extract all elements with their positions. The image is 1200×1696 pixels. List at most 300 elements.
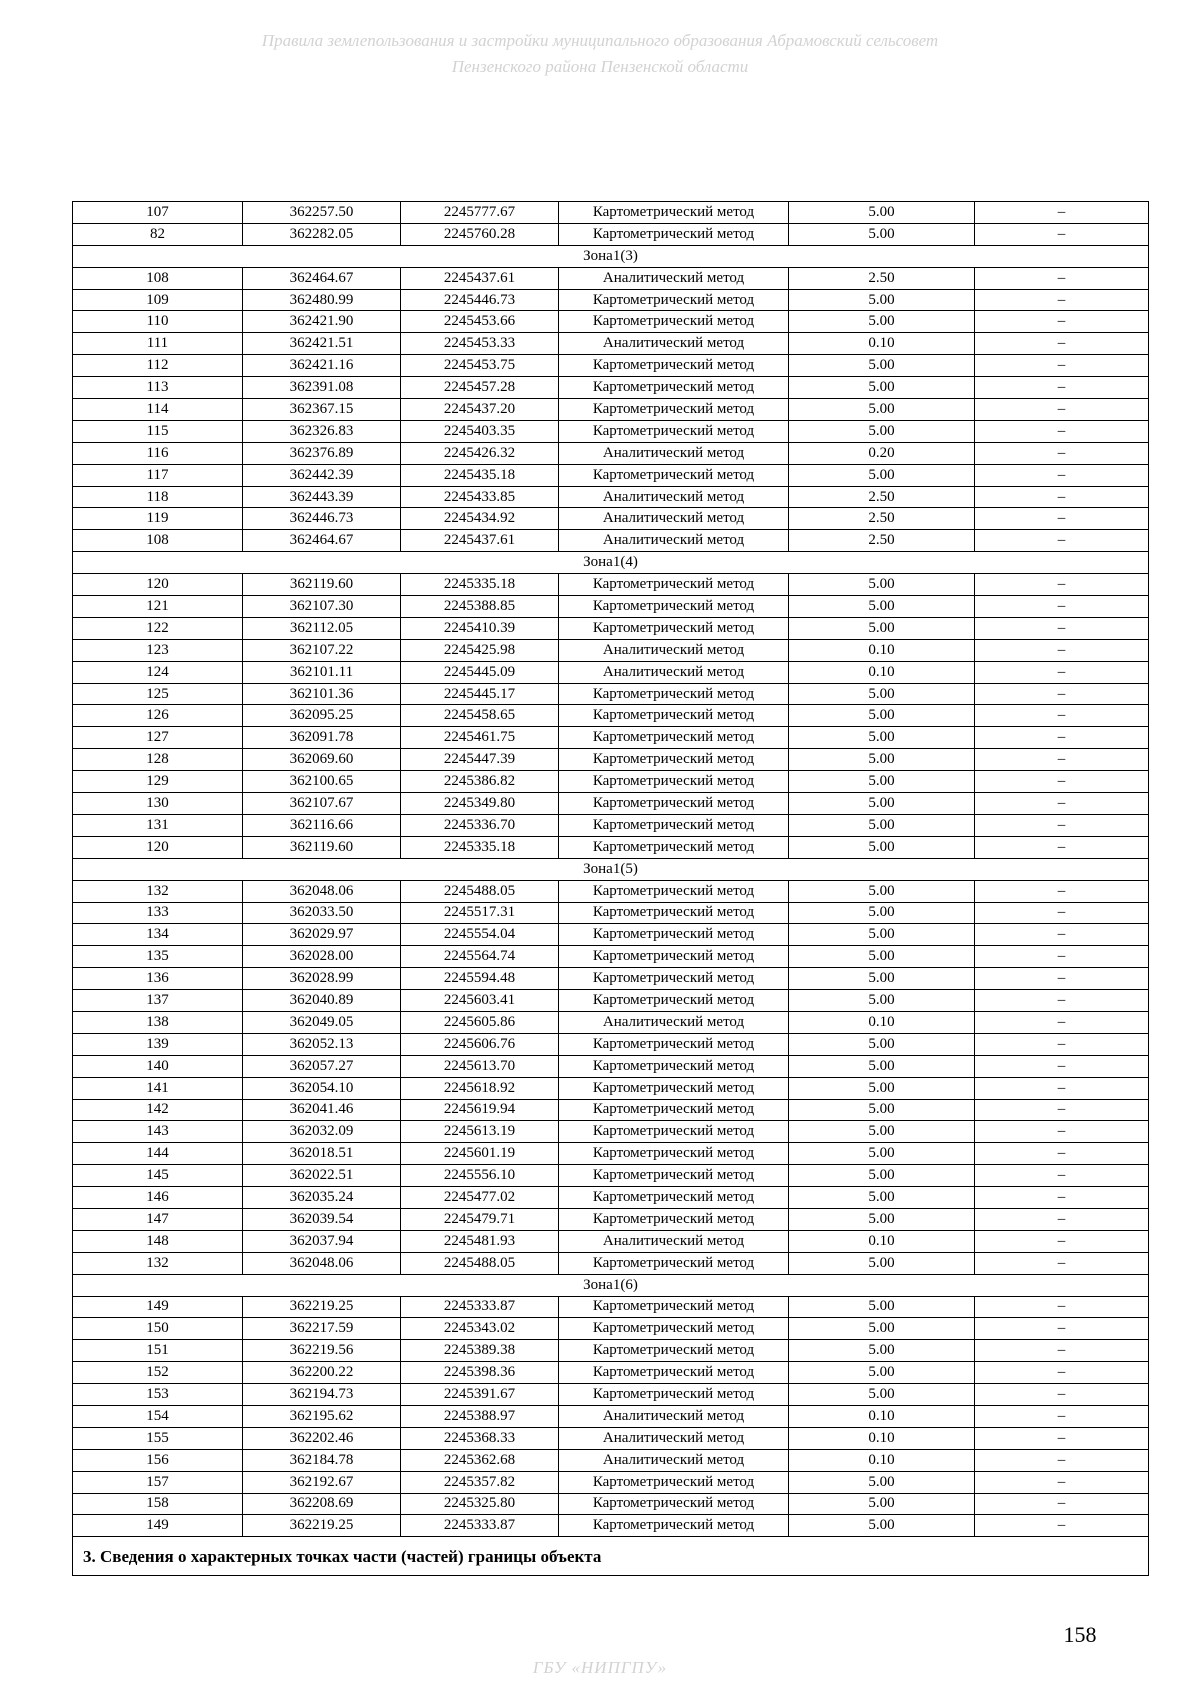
y-coordinate-cell: 2245333.87	[401, 1296, 559, 1318]
y-coordinate-cell: 2245388.85	[401, 596, 559, 618]
table-row	[73, 771, 1149, 793]
method-cell: Картометрический метод	[559, 814, 789, 836]
point-number-cell: 149	[73, 1296, 243, 1318]
method-cell: Картометрический метод	[559, 1340, 789, 1362]
accuracy-cell: 5.00	[789, 1471, 975, 1493]
accuracy-cell: 5.00	[789, 727, 975, 749]
description-cell: –	[975, 836, 1149, 858]
accuracy-cell: 0.10	[789, 1405, 975, 1427]
y-coordinate-cell: 2245398.36	[401, 1362, 559, 1384]
table-row	[73, 1187, 1149, 1209]
y-coordinate-cell: 2245349.80	[401, 793, 559, 815]
accuracy-cell: 5.00	[789, 1099, 975, 1121]
accuracy-cell: 5.00	[789, 1055, 975, 1077]
accuracy-cell: 0.10	[789, 1011, 975, 1033]
method-cell: Картометрический метод	[559, 311, 789, 333]
description-cell: –	[975, 1449, 1149, 1471]
x-coordinate-cell: 362022.51	[243, 1165, 401, 1187]
description-cell: –	[975, 661, 1149, 683]
accuracy-cell: 5.00	[789, 1340, 975, 1362]
table-row	[73, 442, 1149, 464]
table-row	[73, 1099, 1149, 1121]
y-coordinate-cell: 2245760.28	[401, 223, 559, 245]
point-number-cell: 135	[73, 946, 243, 968]
y-coordinate-cell: 2245556.10	[401, 1165, 559, 1187]
description-cell: –	[975, 990, 1149, 1012]
description-cell: –	[975, 442, 1149, 464]
table-row	[73, 267, 1149, 289]
point-number-cell: 115	[73, 420, 243, 442]
table-row	[73, 1449, 1149, 1471]
table-row	[73, 1208, 1149, 1230]
method-cell: Картометрический метод	[559, 705, 789, 727]
x-coordinate-cell: 362041.46	[243, 1099, 401, 1121]
x-coordinate-cell: 362367.15	[243, 399, 401, 421]
y-coordinate-cell: 2245618.92	[401, 1077, 559, 1099]
accuracy-cell: 5.00	[789, 771, 975, 793]
table-row	[73, 1318, 1149, 1340]
y-coordinate-cell: 2245479.71	[401, 1208, 559, 1230]
accuracy-cell: 5.00	[789, 1362, 975, 1384]
point-number-cell: 125	[73, 683, 243, 705]
point-number-cell: 143	[73, 1121, 243, 1143]
table-row	[73, 486, 1149, 508]
y-coordinate-cell: 2245434.92	[401, 508, 559, 530]
accuracy-cell: 2.50	[789, 486, 975, 508]
point-number-cell: 151	[73, 1340, 243, 1362]
method-cell: Картометрический метод	[559, 1384, 789, 1406]
method-cell: Аналитический метод	[559, 1011, 789, 1033]
description-cell: –	[975, 1077, 1149, 1099]
table-row	[73, 399, 1149, 421]
accuracy-cell: 0.10	[789, 639, 975, 661]
table-row	[73, 1405, 1149, 1427]
y-coordinate-cell: 2245325.80	[401, 1493, 559, 1515]
y-coordinate-cell: 2245335.18	[401, 574, 559, 596]
x-coordinate-cell: 362028.99	[243, 968, 401, 990]
table-row	[73, 596, 1149, 618]
x-coordinate-cell: 362107.22	[243, 639, 401, 661]
y-coordinate-cell: 2245425.98	[401, 639, 559, 661]
table-row	[73, 683, 1149, 705]
accuracy-cell: 5.00	[789, 793, 975, 815]
method-cell: Картометрический метод	[559, 1055, 789, 1077]
description-cell: –	[975, 1187, 1149, 1209]
x-coordinate-cell: 362039.54	[243, 1208, 401, 1230]
x-coordinate-cell: 362192.67	[243, 1471, 401, 1493]
zone-header-row	[73, 858, 1149, 880]
description-cell: –	[975, 1230, 1149, 1252]
y-coordinate-cell: 2245554.04	[401, 924, 559, 946]
point-number-cell: 141	[73, 1077, 243, 1099]
accuracy-cell: 5.00	[789, 990, 975, 1012]
y-coordinate-cell: 2245564.74	[401, 946, 559, 968]
description-cell: –	[975, 1121, 1149, 1143]
method-cell: Картометрический метод	[559, 683, 789, 705]
x-coordinate-cell: 362032.09	[243, 1121, 401, 1143]
method-cell: Аналитический метод	[559, 639, 789, 661]
description-cell: –	[975, 399, 1149, 421]
table-row	[73, 814, 1149, 836]
method-cell: Картометрический метод	[559, 202, 789, 224]
zone-label: Зона1(3)	[73, 245, 1149, 267]
table-row	[73, 1121, 1149, 1143]
y-coordinate-cell: 2245453.66	[401, 311, 559, 333]
accuracy-cell: 5.00	[789, 683, 975, 705]
y-coordinate-cell: 2245457.28	[401, 377, 559, 399]
table-row	[73, 508, 1149, 530]
accuracy-cell: 5.00	[789, 1121, 975, 1143]
table-row	[73, 1471, 1149, 1493]
section-3-heading: 3. Сведения о характерных точках части (частей) границы объекта	[73, 1537, 1149, 1576]
description-cell: –	[975, 683, 1149, 705]
table-row	[73, 1252, 1149, 1274]
method-cell: Картометрический метод	[559, 399, 789, 421]
table-row	[73, 661, 1149, 683]
description-cell: –	[975, 1296, 1149, 1318]
x-coordinate-cell: 362202.46	[243, 1427, 401, 1449]
method-cell: Картометрический метод	[559, 880, 789, 902]
y-coordinate-cell: 2245488.05	[401, 1252, 559, 1274]
table-row	[73, 924, 1149, 946]
description-cell: –	[975, 1208, 1149, 1230]
description-cell: –	[975, 1143, 1149, 1165]
accuracy-cell: 5.00	[789, 1143, 975, 1165]
y-coordinate-cell: 2245481.93	[401, 1230, 559, 1252]
x-coordinate-cell: 362219.56	[243, 1340, 401, 1362]
header-line-2: Пензенского района Пензенской области	[451, 57, 749, 76]
description-cell: –	[975, 639, 1149, 661]
method-cell: Картометрический метод	[559, 574, 789, 596]
x-coordinate-cell: 362116.66	[243, 814, 401, 836]
x-coordinate-cell: 362464.67	[243, 267, 401, 289]
accuracy-cell: 5.00	[789, 1208, 975, 1230]
table-row	[73, 574, 1149, 596]
description-cell: –	[975, 333, 1149, 355]
x-coordinate-cell: 362443.39	[243, 486, 401, 508]
x-coordinate-cell: 362421.90	[243, 311, 401, 333]
point-number-cell: 128	[73, 749, 243, 771]
accuracy-cell: 5.00	[789, 377, 975, 399]
point-number-cell: 110	[73, 311, 243, 333]
x-coordinate-cell: 362095.25	[243, 705, 401, 727]
method-cell: Картометрический метод	[559, 1208, 789, 1230]
table-row	[73, 1515, 1149, 1537]
method-cell: Аналитический метод	[559, 1427, 789, 1449]
point-number-cell: 120	[73, 574, 243, 596]
description-cell: –	[975, 289, 1149, 311]
description-cell: –	[975, 705, 1149, 727]
method-cell: Аналитический метод	[559, 530, 789, 552]
x-coordinate-cell: 362028.00	[243, 946, 401, 968]
point-number-cell: 108	[73, 267, 243, 289]
accuracy-cell: 0.10	[789, 1427, 975, 1449]
accuracy-cell: 5.00	[789, 1252, 975, 1274]
table-row	[73, 1055, 1149, 1077]
description-cell: –	[975, 223, 1149, 245]
point-number-cell: 145	[73, 1165, 243, 1187]
y-coordinate-cell: 2245403.35	[401, 420, 559, 442]
zone-header-row	[73, 552, 1149, 574]
point-number-cell: 116	[73, 442, 243, 464]
x-coordinate-cell: 362049.05	[243, 1011, 401, 1033]
description-cell: –	[975, 1165, 1149, 1187]
y-coordinate-cell: 2245388.97	[401, 1405, 559, 1427]
method-cell: Картометрический метод	[559, 1077, 789, 1099]
point-number-cell: 109	[73, 289, 243, 311]
description-cell: –	[975, 968, 1149, 990]
accuracy-cell: 5.00	[789, 749, 975, 771]
method-cell: Картометрический метод	[559, 793, 789, 815]
method-cell: Аналитический метод	[559, 442, 789, 464]
y-coordinate-cell: 2245458.65	[401, 705, 559, 727]
method-cell: Картометрический метод	[559, 1187, 789, 1209]
x-coordinate-cell: 362208.69	[243, 1493, 401, 1515]
accuracy-cell: 0.10	[789, 1230, 975, 1252]
zone-label: Зона1(6)	[73, 1274, 1149, 1296]
description-cell: –	[975, 1427, 1149, 1449]
accuracy-cell: 5.00	[789, 399, 975, 421]
description-cell: –	[975, 793, 1149, 815]
y-coordinate-cell: 2245488.05	[401, 880, 559, 902]
point-number-cell: 137	[73, 990, 243, 1012]
method-cell: Аналитический метод	[559, 486, 789, 508]
point-number-cell: 124	[73, 661, 243, 683]
y-coordinate-cell: 2245389.38	[401, 1340, 559, 1362]
x-coordinate-cell: 362107.30	[243, 596, 401, 618]
accuracy-cell: 5.00	[789, 202, 975, 224]
point-number-cell: 114	[73, 399, 243, 421]
description-cell: –	[975, 355, 1149, 377]
table-row	[73, 333, 1149, 355]
y-coordinate-cell: 2245461.75	[401, 727, 559, 749]
point-number-cell: 82	[73, 223, 243, 245]
description-cell: –	[975, 267, 1149, 289]
method-cell: Картометрический метод	[559, 1165, 789, 1187]
y-coordinate-cell: 2245435.18	[401, 464, 559, 486]
point-number-cell: 118	[73, 486, 243, 508]
accuracy-cell: 5.00	[789, 1493, 975, 1515]
table-row	[73, 990, 1149, 1012]
table-row	[73, 1340, 1149, 1362]
accuracy-cell: 5.00	[789, 880, 975, 902]
point-number-cell: 127	[73, 727, 243, 749]
description-cell: –	[975, 1362, 1149, 1384]
x-coordinate-cell: 362446.73	[243, 508, 401, 530]
x-coordinate-cell: 362195.62	[243, 1405, 401, 1427]
x-coordinate-cell: 362194.73	[243, 1384, 401, 1406]
y-coordinate-cell: 2245437.20	[401, 399, 559, 421]
method-cell: Картометрический метод	[559, 749, 789, 771]
method-cell: Картометрический метод	[559, 1033, 789, 1055]
method-cell: Картометрический метод	[559, 289, 789, 311]
y-coordinate-cell: 2245477.02	[401, 1187, 559, 1209]
table-row	[73, 902, 1149, 924]
description-cell: –	[975, 1405, 1149, 1427]
x-coordinate-cell: 362464.67	[243, 530, 401, 552]
description-cell: –	[975, 902, 1149, 924]
method-cell: Картометрический метод	[559, 1099, 789, 1121]
accuracy-cell: 5.00	[789, 574, 975, 596]
point-number-cell: 133	[73, 902, 243, 924]
y-coordinate-cell: 2245606.76	[401, 1033, 559, 1055]
points-table-body	[73, 202, 1149, 1537]
accuracy-cell: 5.00	[789, 946, 975, 968]
description-cell: –	[975, 1340, 1149, 1362]
y-coordinate-cell: 2245445.09	[401, 661, 559, 683]
accuracy-cell: 5.00	[789, 1318, 975, 1340]
x-coordinate-cell: 362219.25	[243, 1515, 401, 1537]
point-number-cell: 129	[73, 771, 243, 793]
table-row	[73, 289, 1149, 311]
y-coordinate-cell: 2245368.33	[401, 1427, 559, 1449]
table-row	[73, 705, 1149, 727]
table-row	[73, 836, 1149, 858]
accuracy-cell: 5.00	[789, 1296, 975, 1318]
table-row	[73, 1493, 1149, 1515]
description-cell: –	[975, 1493, 1149, 1515]
method-cell: Картометрический метод	[559, 617, 789, 639]
accuracy-cell: 5.00	[789, 902, 975, 924]
description-cell: –	[975, 1252, 1149, 1274]
point-number-cell: 120	[73, 836, 243, 858]
y-coordinate-cell: 2245453.75	[401, 355, 559, 377]
accuracy-cell: 0.10	[789, 661, 975, 683]
zone-header-row	[73, 1274, 1149, 1296]
table-row	[73, 1362, 1149, 1384]
page-footer: ГБУ «НИПГПУ»	[532, 1658, 668, 1677]
y-coordinate-cell: 2245447.39	[401, 749, 559, 771]
accuracy-cell: 5.00	[789, 355, 975, 377]
accuracy-cell: 5.00	[789, 223, 975, 245]
method-cell: Картометрический метод	[559, 946, 789, 968]
point-number-cell: 130	[73, 793, 243, 815]
y-coordinate-cell: 2245437.61	[401, 267, 559, 289]
accuracy-cell: 5.00	[789, 464, 975, 486]
point-number-cell: 107	[73, 202, 243, 224]
point-number-cell: 126	[73, 705, 243, 727]
method-cell: Картометрический метод	[559, 1121, 789, 1143]
table-row	[73, 1011, 1149, 1033]
accuracy-cell: 5.00	[789, 1515, 975, 1537]
table-row	[73, 1427, 1149, 1449]
description-cell: –	[975, 771, 1149, 793]
method-cell: Картометрический метод	[559, 377, 789, 399]
table-row	[73, 749, 1149, 771]
header-line-1: Правила землепользования и застройки муниципального образования Абрамовский сельсовет	[261, 31, 939, 50]
point-number-cell: 147	[73, 1208, 243, 1230]
accuracy-cell: 5.00	[789, 420, 975, 442]
accuracy-cell: 5.00	[789, 1077, 975, 1099]
point-number-cell: 117	[73, 464, 243, 486]
table-row	[73, 223, 1149, 245]
method-cell: Аналитический метод	[559, 333, 789, 355]
y-coordinate-cell: 2245446.73	[401, 289, 559, 311]
table-row	[73, 355, 1149, 377]
y-coordinate-cell: 2245433.85	[401, 486, 559, 508]
table-row	[73, 530, 1149, 552]
table-row	[73, 1077, 1149, 1099]
point-number-cell: 152	[73, 1362, 243, 1384]
point-number-cell: 136	[73, 968, 243, 990]
method-cell: Картометрический метод	[559, 1318, 789, 1340]
y-coordinate-cell: 2245362.68	[401, 1449, 559, 1471]
table-row	[73, 377, 1149, 399]
table-row	[73, 1143, 1149, 1165]
accuracy-cell: 5.00	[789, 1165, 975, 1187]
point-number-cell: 134	[73, 924, 243, 946]
y-coordinate-cell: 2245603.41	[401, 990, 559, 1012]
x-coordinate-cell: 362184.78	[243, 1449, 401, 1471]
y-coordinate-cell: 2245619.94	[401, 1099, 559, 1121]
point-number-cell: 132	[73, 880, 243, 902]
x-coordinate-cell: 362048.06	[243, 1252, 401, 1274]
y-coordinate-cell: 2245613.70	[401, 1055, 559, 1077]
table-row	[73, 202, 1149, 224]
x-coordinate-cell: 362442.39	[243, 464, 401, 486]
point-number-cell: 113	[73, 377, 243, 399]
method-cell: Картометрический метод	[559, 355, 789, 377]
x-coordinate-cell: 362421.51	[243, 333, 401, 355]
table-row	[73, 1230, 1149, 1252]
table-row	[73, 793, 1149, 815]
accuracy-cell: 5.00	[789, 836, 975, 858]
accuracy-cell: 5.00	[789, 1187, 975, 1209]
table-row	[73, 420, 1149, 442]
accuracy-cell: 5.00	[789, 705, 975, 727]
accuracy-cell: 5.00	[789, 289, 975, 311]
description-cell: –	[975, 377, 1149, 399]
y-coordinate-cell: 2245601.19	[401, 1143, 559, 1165]
point-number-cell: 139	[73, 1033, 243, 1055]
x-coordinate-cell: 362326.83	[243, 420, 401, 442]
method-cell: Аналитический метод	[559, 267, 789, 289]
y-coordinate-cell: 2245335.18	[401, 836, 559, 858]
point-number-cell: 157	[73, 1471, 243, 1493]
x-coordinate-cell: 362217.59	[243, 1318, 401, 1340]
accuracy-cell: 2.50	[789, 267, 975, 289]
accuracy-cell: 5.00	[789, 1384, 975, 1406]
x-coordinate-cell: 362376.89	[243, 442, 401, 464]
accuracy-cell: 2.50	[789, 530, 975, 552]
x-coordinate-cell: 362282.05	[243, 223, 401, 245]
table-row	[73, 639, 1149, 661]
description-cell: –	[975, 727, 1149, 749]
table-row	[73, 880, 1149, 902]
point-number-cell: 119	[73, 508, 243, 530]
table-row	[73, 727, 1149, 749]
point-number-cell: 121	[73, 596, 243, 618]
description-cell: –	[975, 1384, 1149, 1406]
method-cell: Картометрический метод	[559, 596, 789, 618]
x-coordinate-cell: 362421.16	[243, 355, 401, 377]
description-cell: –	[975, 596, 1149, 618]
x-coordinate-cell: 362069.60	[243, 749, 401, 771]
x-coordinate-cell: 362219.25	[243, 1296, 401, 1318]
description-cell: –	[975, 1055, 1149, 1077]
description-cell: –	[975, 617, 1149, 639]
description-cell: –	[975, 924, 1149, 946]
zone-label: Зона1(4)	[73, 552, 1149, 574]
method-cell: Картометрический метод	[559, 223, 789, 245]
y-coordinate-cell: 2245517.31	[401, 902, 559, 924]
x-coordinate-cell: 362040.89	[243, 990, 401, 1012]
x-coordinate-cell: 362037.94	[243, 1230, 401, 1252]
point-number-cell: 156	[73, 1449, 243, 1471]
section-3-row	[73, 1537, 1149, 1576]
point-number-cell: 123	[73, 639, 243, 661]
accuracy-cell: 0.10	[789, 1449, 975, 1471]
